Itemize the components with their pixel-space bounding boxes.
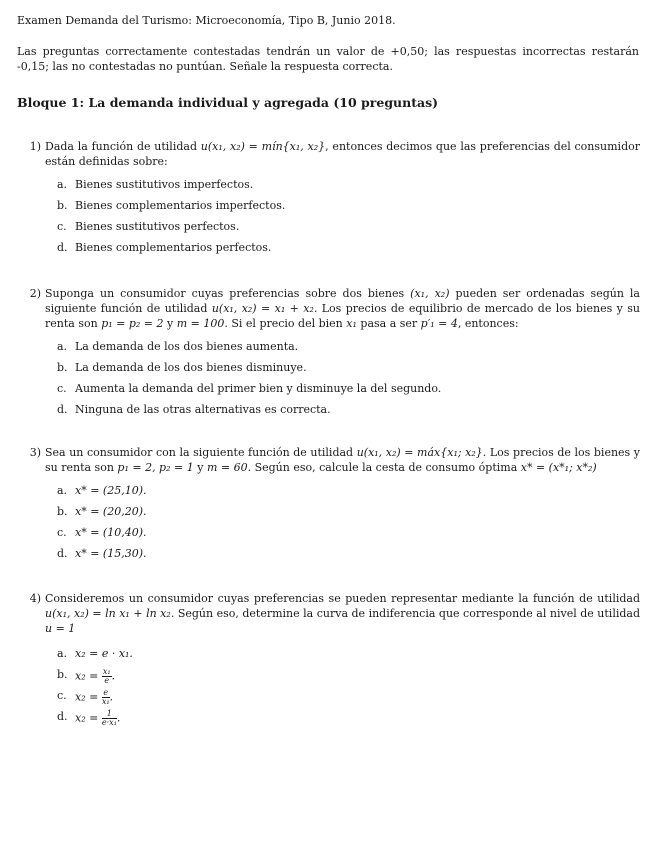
option-d[interactable]: d. x₂ = $\frac{1}{\text{e·x₁}}$ .	[57, 708, 121, 727]
option-c[interactable]: c. x* = (10,40).	[57, 525, 147, 539]
question-text: Suponga un consumidor cuyas preferencias sobre dos bienes (x₁, x₂) pueden ser ordenadas según la siguiente función de utilidad u(x₁, x₂) = x₁ + x₂. Los precios de equilibrio de mercado de los bienes y su renta son p₁ = p₂ = 2 y m = 100. Si el precio del bien x₁ pasa a ser p′₁ = 4, entonces:	[45, 287, 640, 330]
option-b[interactable]: b. Bienes complementarios imperfectos.	[57, 198, 286, 212]
question-number: 2)	[29, 287, 41, 300]
fraction: $\frac{e}{\text{x₁}}$	[101, 687, 110, 706]
question-2	[17, 287, 640, 424]
option-d[interactable]: d. x* = (15,30).	[57, 546, 147, 560]
option-c[interactable]: c. x₂ = $\frac{e}{\text{x₁}}$ .	[57, 687, 114, 706]
option-c[interactable]: c. Bienes sustitutivos perfectos.	[57, 219, 240, 233]
option-a[interactable]: a. La demanda de los dos bienes aumenta.	[57, 339, 299, 353]
option-d[interactable]: d. Ninguna de las otras alternativas es correcta.	[57, 402, 331, 416]
question-text: Consideremos un consumidor cuyas preferencias se pueden representar mediante la función de utilidad u(x₁, x₂) = ln x₁ + ln x₂. Según eso, determine la curva de indiferencia que corresponde al nivel de utilidad u = 1	[45, 592, 640, 635]
question-number: 3)	[29, 446, 41, 459]
option-c[interactable]: c. Aumenta la demanda del primer bien y disminuye la del segundo.	[57, 381, 442, 395]
question-3	[17, 446, 640, 568]
question-1	[17, 140, 640, 262]
option-a[interactable]: a. Bienes sustitutivos imperfectos.	[57, 177, 254, 191]
option-b[interactable]: b. x* = (20,20).	[57, 504, 147, 518]
section-title: Bloque 1: La demanda individual y agregada (10 preguntas)	[17, 95, 439, 110]
question-number: 1)	[29, 140, 41, 153]
fraction: $\frac{1}{\text{e·x₁}}$	[101, 708, 117, 727]
option-a[interactable]: a. x₂ = e · x₁.	[57, 646, 133, 660]
question-text: Dada la función de utilidad u(x₁, x₂) = mín{x₁, x₂}, entonces decimos que las preferencias del consumidor están definidas sobre:	[45, 140, 640, 168]
option-a[interactable]: a. x* = (25,10).	[57, 483, 147, 497]
option-b[interactable]: b. x₂ = $\frac{\text{x₁}}{e}$ .	[57, 666, 116, 685]
option-d[interactable]: d. Bienes complementarios perfectos.	[57, 240, 272, 254]
instructions: Las preguntas correctamente contestadas tendrán un valor de +0,50; las respuestas incorrectas restarán -0,15; las no contestadas no puntúan. Señale la respuesta correcta.	[17, 45, 639, 73]
fraction: $\frac{\text{x₁}}{e}$	[102, 666, 111, 685]
exam-header: Examen Demanda del Turismo: Microeconomía, Tipo B, Junio 2018.	[17, 14, 396, 27]
question-text: Sea un consumidor con la siguiente función de utilidad u(x₁, x₂) = máx{x₁; x₂}. Los precios de los bienes y su renta son p₁ = 2, p₂ = 1 y m = 60. Según eso, calcule la cesta de consumo óptima x* = (x*₁; x*₂)	[45, 446, 640, 474]
option-b[interactable]: b. La demanda de los dos bienes disminuye.	[57, 360, 307, 374]
question-number: 4)	[29, 592, 41, 605]
question-4	[17, 592, 640, 731]
